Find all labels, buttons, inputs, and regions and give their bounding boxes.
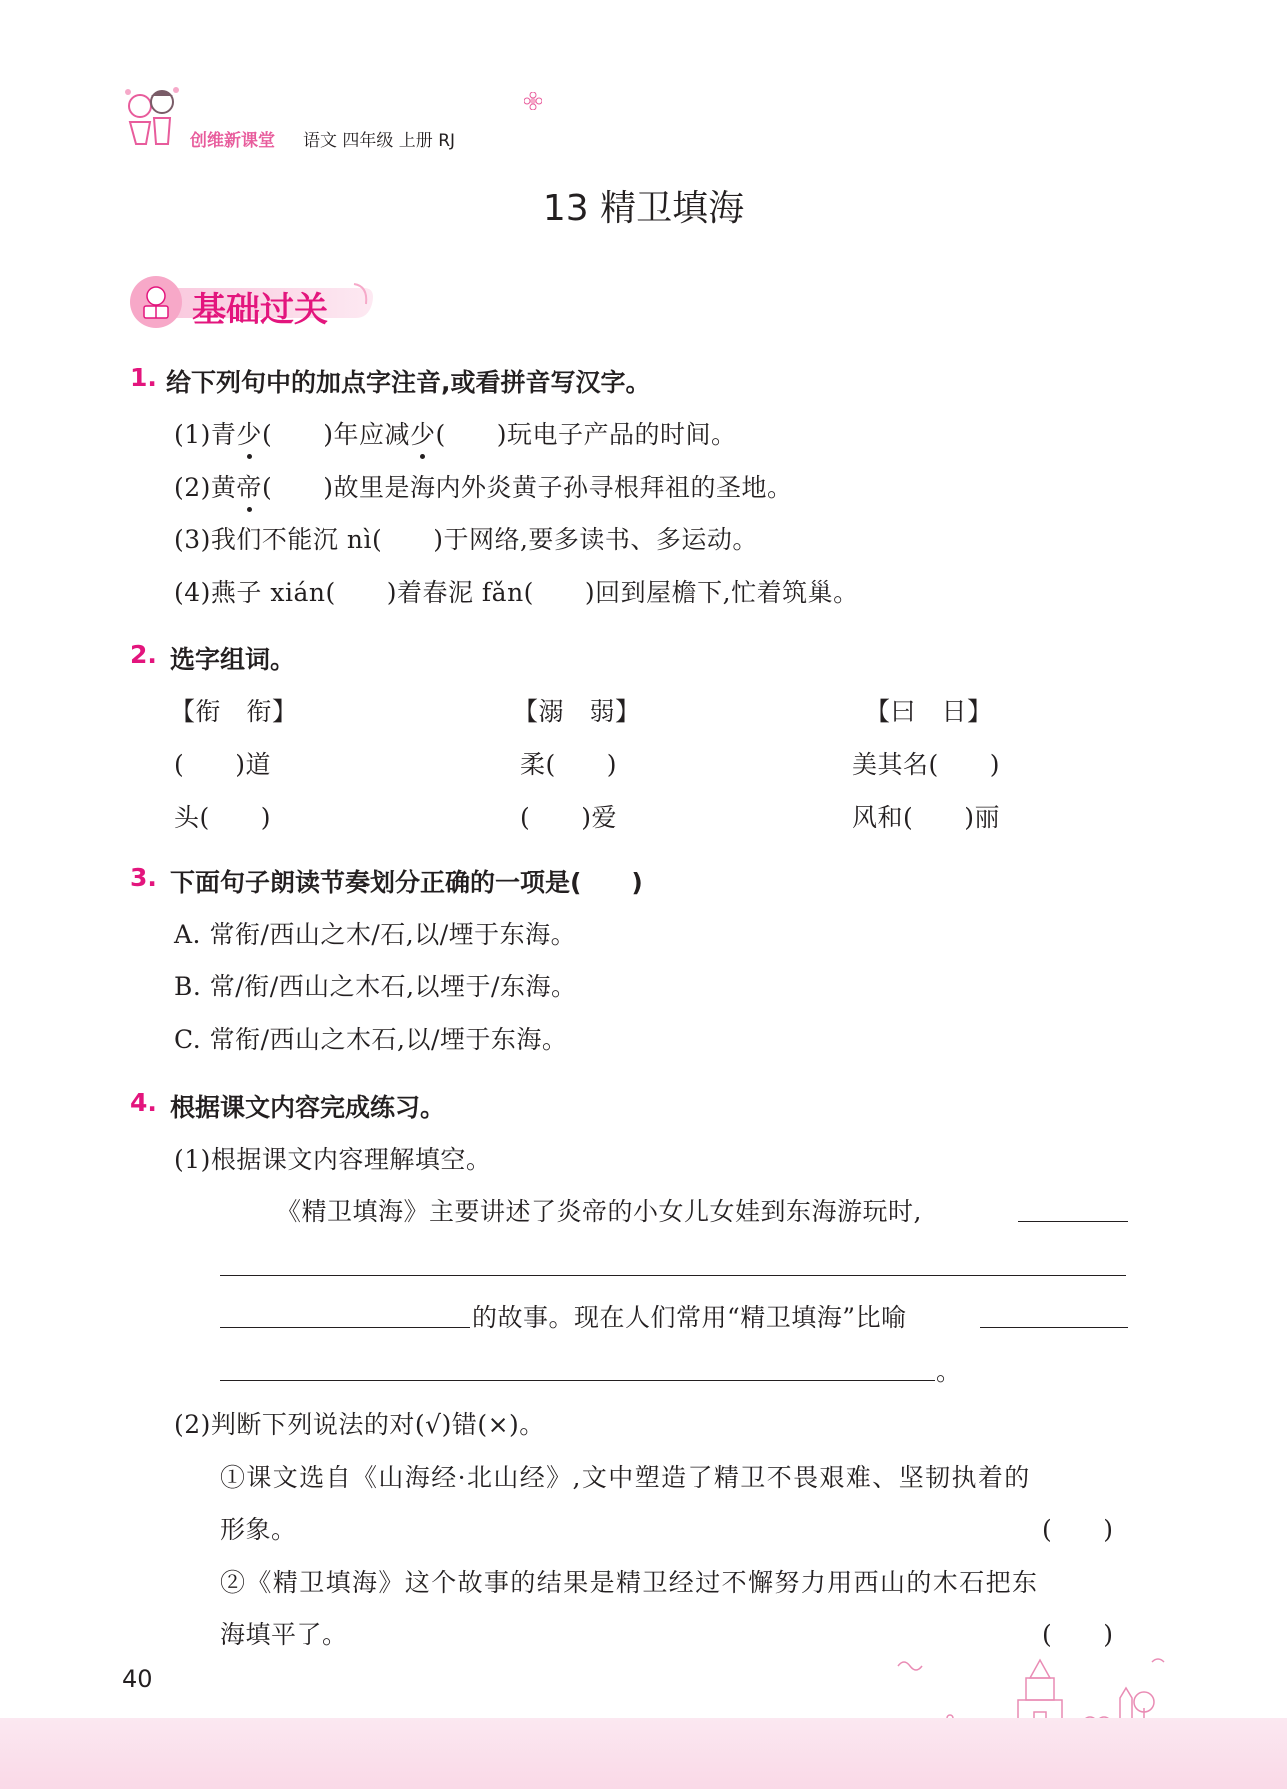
q2-group-1-head: 【衔 衔】: [170, 697, 298, 726]
dotted-char: 少: [409, 420, 436, 449]
two-girls-icon: [120, 82, 184, 152]
footer-band: [0, 1718, 1287, 1789]
q2-group-1-word-1: ( )道: [174, 750, 272, 779]
judgement-paren[interactable]: ( ): [1042, 1515, 1114, 1544]
question-prompt: 下面句子朗读节奏划分正确的一项是( ): [170, 868, 643, 897]
text: (1)青: [174, 420, 237, 449]
q1-item-2: [174, 468, 792, 504]
q1-item-4: (4)燕子 xián( )着春泥 fǎn( )回到屋檐下,忙着筑巢。: [174, 578, 859, 607]
page-number: 40: [122, 1665, 153, 1693]
answer-blank[interactable]: [980, 1327, 1128, 1328]
text: ( )年应减: [261, 420, 410, 449]
header-brand: 创维新课堂: [190, 131, 275, 151]
question-number: 3.: [130, 863, 157, 892]
question-prompt: 给下列句中的加点字注音,或看拼音写汉字。: [166, 368, 651, 397]
q1-item-3: (3)我们不能沉 nì( )于网络,要多读书、多运动。: [174, 525, 758, 554]
judgement-paren[interactable]: ( ): [1042, 1620, 1114, 1649]
q3-option-a: A. 常衔/西山之木/石,以/堙于东海。: [174, 920, 577, 949]
q2-group-2-word-1: 柔( ): [520, 750, 618, 779]
answer-blank[interactable]: [220, 1327, 470, 1328]
q3-option-b: B. 常/衔/西山之木石,以堙于/东海。: [174, 972, 577, 1001]
lesson-title: 13 精卫填海: [542, 188, 745, 229]
q2-group-1-word-2: 头( ): [174, 803, 272, 832]
q2-group-3-head: 【曰 日】: [865, 697, 993, 726]
q4-fill-end: 。: [936, 1357, 962, 1386]
dotted-char: 帝: [236, 473, 262, 502]
q1-item-1: [174, 415, 736, 451]
answer-blank[interactable]: [1018, 1221, 1128, 1222]
text: (2)黄: [174, 473, 237, 502]
page-header: [120, 82, 540, 154]
answer-blank[interactable]: [220, 1380, 935, 1381]
q4-statement-2-end: 海填平了。: [220, 1620, 348, 1649]
question-number: 2.: [130, 640, 157, 669]
section-title: 基础过关: [192, 290, 328, 330]
q2-group-3-word-1: 美其名( ): [852, 750, 1001, 779]
question-prompt: 根据课文内容完成练习。: [170, 1093, 446, 1122]
q4-fill-line-1: 《精卫填海》主要讲述了炎帝的小女儿女娃到东海游玩时,: [276, 1197, 922, 1226]
q4-statement-1: ①课文选自《山海经·北山经》,文中塑造了精卫不畏艰难、坚韧执着的: [220, 1463, 1031, 1492]
dotted-char: 少: [236, 420, 262, 449]
q2-group-3-word-2: 风和( )丽: [852, 803, 1001, 832]
question-number: 1.: [130, 363, 157, 392]
q3-option-c: C. 常衔/西山之木石,以/堙于东海。: [174, 1025, 568, 1054]
question-prompt: 选字组词。: [170, 645, 296, 674]
header-subject: 语文 四年级 上册 RJ: [303, 131, 456, 151]
answer-blank[interactable]: [220, 1275, 1126, 1276]
question-number: 4.: [130, 1088, 157, 1117]
q4-part-1-label: (1)根据课文内容理解填空。: [174, 1145, 492, 1174]
text: ( )玩电子产品的时间。: [435, 420, 737, 449]
flower-icon: [524, 92, 542, 110]
q2-group-2-word-2: ( )爱: [520, 803, 618, 832]
q4-statement-2: ②《精卫填海》这个故事的结果是精卫经过不懈努力用西山的木石把东: [220, 1568, 1039, 1597]
q2-group-2-head: 【溺 弱】: [513, 697, 641, 726]
q4-fill-line-3: 的故事。现在人们常用“精卫填海”比喻: [472, 1303, 907, 1332]
q4-statement-1-end: 形象。: [220, 1515, 297, 1544]
text: ( )故里是海内外炎黄子孙寻根拜祖的圣地。: [261, 473, 793, 502]
q4-part-2-label: (2)判断下列说法的对(√)错(×)。: [174, 1410, 545, 1439]
